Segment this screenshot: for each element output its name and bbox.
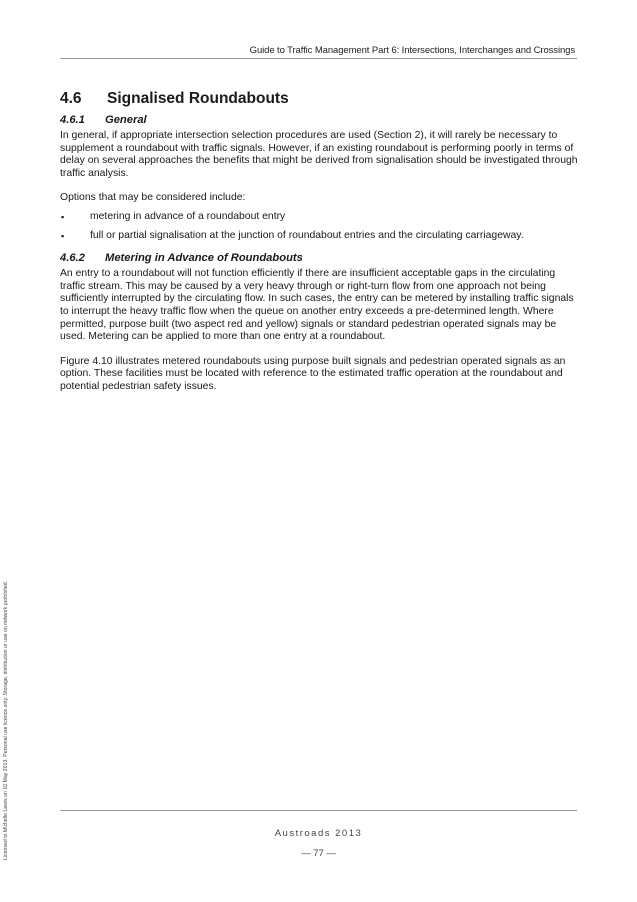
bullet-icon: ▪	[61, 211, 65, 222]
options-list	[60, 211, 580, 242]
list-item-text: metering in advance of a roundabout entry	[90, 210, 286, 222]
paragraph: An entry to a roundabout will not function efficiently if there are insufficient acceptable gaps in the circulating traffic stream. This may be caused by a very heavy through or right-turn flow from one approach not being sufficiently interrupted by the circulating flow. In such cases, the entry can be metered by installing traffic signals to interrupt the heavy traffic flow when the queue on another entry exceeds a pre-determined length. Where permitted, purpose built (two aspect red and yellow) signals or standard pedestrian operated signals may be used. Metering can be applied to more than one entry at a roundabout.	[60, 268, 574, 343]
subsection-heading-metering	[60, 252, 580, 264]
licence-notice: Licensed to Michelle Lewis on 10 May 2013. Personal use licence only. Storage, distribution or use on network prohibited.	[3, 580, 9, 860]
paragraph: In general, if appropriate intersection selection procedures are used (Section 2), it will rarely be necessary to supplement a roundabout with traffic signals. However, if an existing roundabout is performing poorly in terms of delay on several approaches the benefits that might be derived from signalisation should be investigated through traffic analysis.	[60, 130, 578, 179]
subsection-title: General	[105, 114, 147, 126]
footer-brand: Austroads 2013	[274, 828, 363, 839]
running-header: Guide to Traffic Management Part 6: Intersections, Interchanges and Crossings	[249, 45, 575, 56]
footer-divider	[60, 810, 577, 811]
section-number: 4.6	[60, 90, 82, 107]
subsection-heading-general	[60, 114, 580, 126]
section-title: Signalised Roundabouts	[107, 90, 289, 107]
bullet-icon: ▪	[61, 230, 65, 241]
subsection-number: 4.6.1	[60, 114, 85, 126]
header-divider	[60, 58, 577, 59]
list-item	[60, 230, 580, 243]
page-content	[60, 90, 580, 406]
paragraph: Figure 4.10 illustrates metered roundabouts using purpose built signals and pedestrian operated signals as an option. These facilities must be located with reference to the estimated traffic operation at the roundabout and potential pedestrian safety issues.	[60, 355, 566, 392]
subsection-title: Metering in Advance of Roundabouts	[105, 252, 303, 265]
list-item	[60, 211, 580, 224]
list-item-text: full or partial signalisation at the junction of roundabout entries and the circulating carriageway.	[90, 229, 524, 241]
paragraph: Options that may be considered include:	[60, 192, 246, 204]
subsection-number: 4.6.2	[60, 252, 85, 265]
page-number: — 77 —	[301, 848, 336, 859]
section-heading	[60, 90, 580, 108]
